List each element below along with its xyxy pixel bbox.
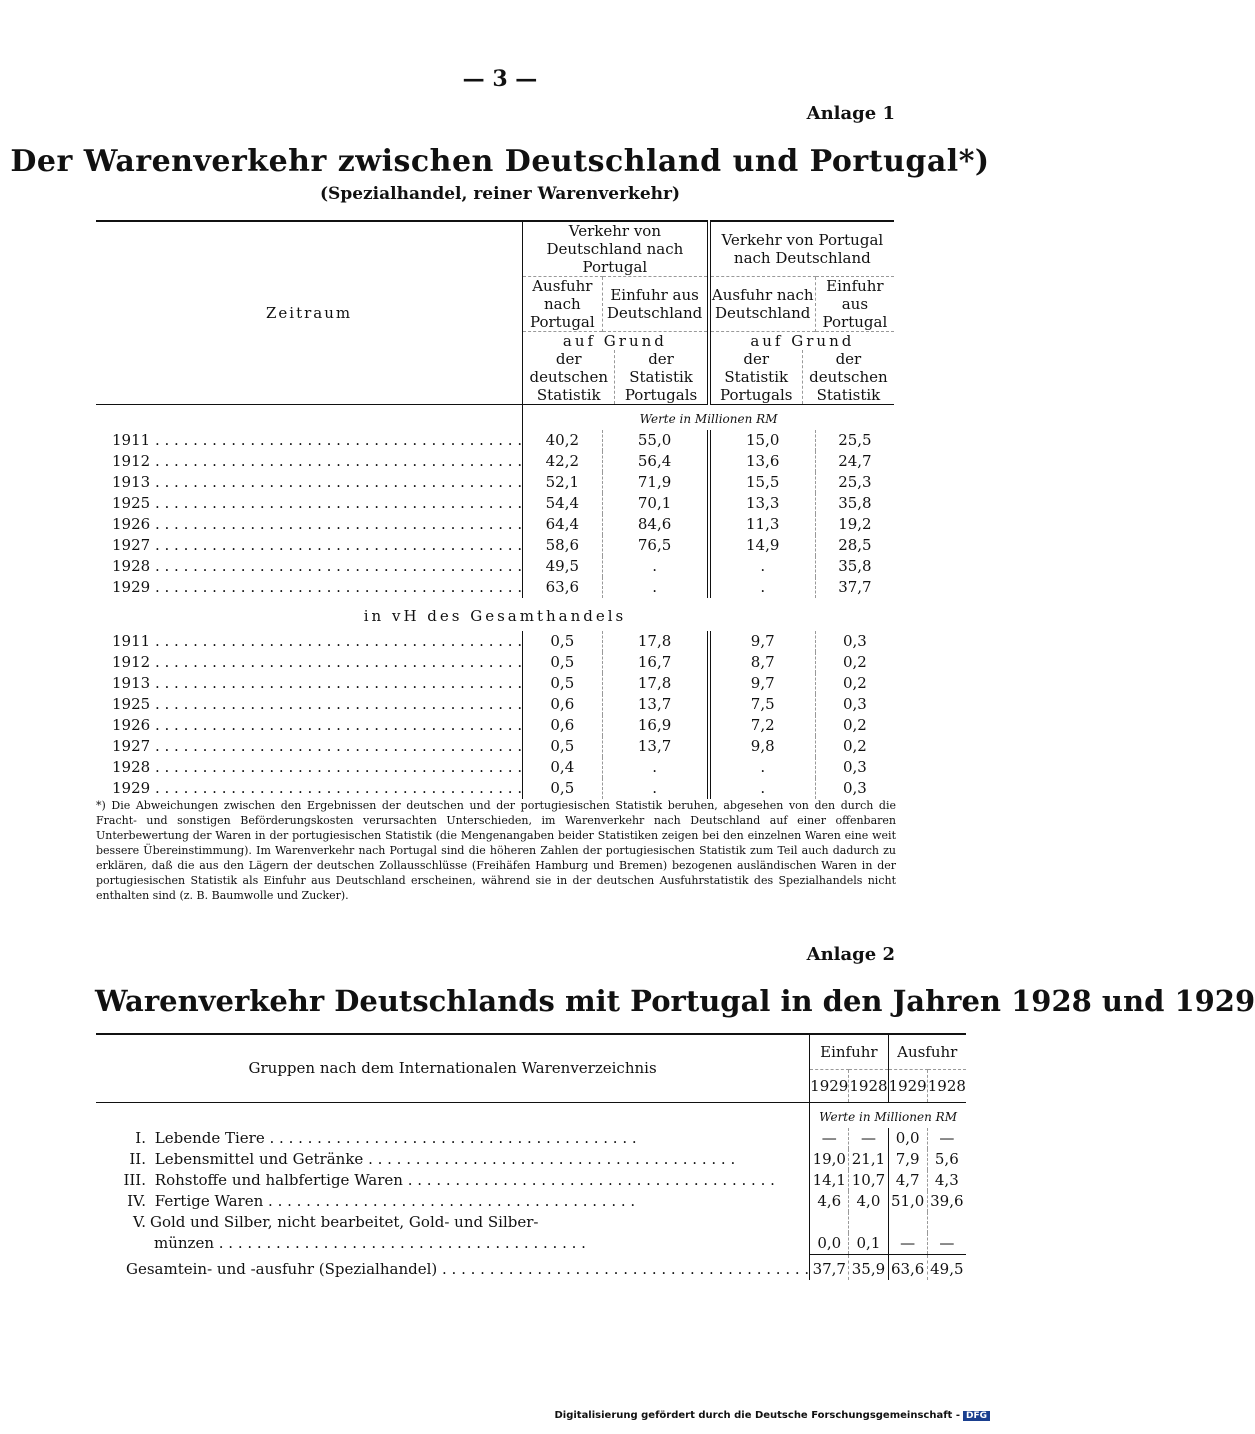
- percent-ausfuhr-de: 9,7: [709, 631, 816, 652]
- percent-year: [96, 631, 523, 652]
- anlage-1-subtitle: (Spezialhandel, reiner Warenverkehr): [320, 184, 680, 204]
- section-percent: in vH des Gesamthandels: [363, 607, 627, 625]
- stat-pt-left: der Statistik Portugals: [614, 350, 706, 404]
- value-einfuhr-pt: 19,2: [815, 514, 894, 535]
- value-einfuhr-pt: 25,5: [815, 430, 894, 451]
- percent-einfuhr-de: 16,9: [602, 715, 709, 736]
- percent-ausfuhr-de: 8,7: [709, 652, 816, 673]
- percent-einfuhr-pt: 0,2: [815, 715, 894, 736]
- year-label: 1926: [112, 716, 151, 734]
- footer-text: Digitalisierung gefördert durch die Deutsche Forschungsgemeinschaft -: [554, 1410, 960, 1421]
- percent-year: [96, 757, 523, 778]
- value-year: [96, 514, 523, 535]
- percent-ausfuhr-de: 7,5: [709, 694, 816, 715]
- percent-ausfuhr-pt: 0,4: [523, 757, 602, 778]
- table-row: [96, 556, 894, 577]
- table-row: [96, 1128, 966, 1149]
- percent-einfuhr-pt: 0,3: [815, 694, 894, 715]
- percent-year: [96, 715, 523, 736]
- percent-einfuhr-pt: 0,3: [815, 757, 894, 778]
- unit-label: Werte in Millionen RM: [523, 405, 894, 431]
- group-text: Lebensmittel und Getränke: [154, 1150, 364, 1168]
- header-einfuhr-deutschland: Einfuhr aus Deutschland: [602, 277, 709, 332]
- header-einfuhr-portugal: Einfuhr aus Portugal: [815, 277, 894, 332]
- value-year: [96, 430, 523, 451]
- year-label: 1925: [112, 494, 151, 512]
- percent-einfuhr-de: 13,7: [602, 694, 709, 715]
- value-ausfuhr-pt: 40,2: [523, 430, 602, 451]
- value-year: [96, 556, 523, 577]
- value-einfuhr-pt: 25,3: [815, 472, 894, 493]
- table-row: [96, 631, 894, 652]
- percent-ausfuhr-pt: 0,6: [523, 715, 602, 736]
- table-anlage-1: [96, 220, 894, 799]
- table-row: [96, 1191, 966, 1212]
- group-label: [96, 1149, 810, 1170]
- value-year: [96, 577, 523, 598]
- percent-einfuhr-de: 16,7: [602, 652, 709, 673]
- row-v-e28: 0,1: [849, 1233, 888, 1255]
- stat-de-left: der deutschen Statistik: [529, 350, 608, 404]
- row-v-e29: 0,0: [810, 1233, 849, 1255]
- value-ausfuhr-de: 15,5: [709, 472, 816, 493]
- table-row: [96, 673, 894, 694]
- group-label: [96, 1128, 810, 1149]
- header-ausfuhr: Ausfuhr: [888, 1034, 966, 1070]
- value-einfuhr-de: 70,1: [602, 493, 709, 514]
- percent-year: [96, 778, 523, 799]
- year-label: 1929: [112, 578, 151, 596]
- table-row: [96, 451, 894, 472]
- year-label: 1912: [112, 653, 151, 671]
- percent-einfuhr-de: 13,7: [602, 736, 709, 757]
- anlage-1-label: Anlage 1: [806, 103, 895, 124]
- table-row: [96, 535, 894, 556]
- value-einfuhr-pt: 35,8: [815, 556, 894, 577]
- percent-ausfuhr-de: 9,8: [709, 736, 816, 757]
- value-ausfuhr-pt: 42,2: [523, 451, 602, 472]
- footnote: *) Die Abweichungen zwischen den Ergebnissen der deutschen und der portugiesischen Statistik beruhen, abgesehen von den durch die Fracht- und sonstigen Beförderungskosten verursachten Unterschieden, im Warenverkehr nach Deutschland auf einer offenbaren Unterbewertung der Waren in der portugiesischen Statistik (die Mengenangaben beider Statistiken zeigen bei den einzelnen Waren eine weit bessere Übereinstimmung). Im Warenverkehr nach Portugal sind die höheren Zahlen der portugiesischen Statistik zum Teil auch dadurch zu erklären, daß die aus den Lägern der deutschen Zollausschlüsse (Freihäfen Hamburg und Bremen) bezogenen ausländischen Waren in der portugiesischen Statistik als Einfuhr aus Deutschland erscheinen, während sie in der deutschen Ausfuhrstatistik des Spezialhandels nicht enthalten sind (z. B. Baumwolle und Zucker).: [96, 799, 896, 902]
- anlage-2-label: Anlage 2: [806, 944, 895, 965]
- value-einfuhr-pt: 35,8: [815, 493, 894, 514]
- value-e28: 10,7: [849, 1170, 888, 1191]
- value-ausfuhr-pt: 58,6: [523, 535, 602, 556]
- table-row: [96, 514, 894, 535]
- table-row: [96, 472, 894, 493]
- stat-de-right: der deutschen Statistik: [802, 350, 894, 404]
- table-row: [96, 652, 894, 673]
- row-v-a29: —: [888, 1233, 927, 1255]
- table-row: [96, 778, 894, 799]
- value-year: [96, 493, 523, 514]
- table-row: [96, 577, 894, 598]
- row-v-label-2: [96, 1233, 810, 1255]
- percent-einfuhr-de: 17,8: [602, 673, 709, 694]
- header-auf-grund-right: [709, 332, 894, 405]
- value-ausfuhr-de: .: [709, 577, 816, 598]
- table-row: [96, 715, 894, 736]
- percent-einfuhr-pt: 0,2: [815, 673, 894, 694]
- value-einfuhr-pt: 37,7: [815, 577, 894, 598]
- header-auf-grund-left: [523, 332, 709, 405]
- value-ausfuhr-pt: 64,4: [523, 514, 602, 535]
- value-einfuhr-de: 71,9: [602, 472, 709, 493]
- value-ausfuhr-de: 13,6: [709, 451, 816, 472]
- year-label: 1928: [112, 557, 151, 575]
- header-einfuhr: Einfuhr: [810, 1034, 888, 1070]
- value-einfuhr-de: 56,4: [602, 451, 709, 472]
- year-label: 1913: [112, 674, 151, 692]
- value-ausfuhr-de: 14,9: [709, 535, 816, 556]
- value-einfuhr-de: 84,6: [602, 514, 709, 535]
- total-a28: 49,5: [927, 1255, 966, 1281]
- stat-pt-right: der Statistik Portugals: [720, 350, 793, 404]
- value-ausfuhr-de: 11,3: [709, 514, 816, 535]
- total-e29: 37,7: [810, 1255, 849, 1281]
- percent-ausfuhr-pt: 0,5: [523, 652, 602, 673]
- group-text: Rohstoffe und halbfertige Waren: [154, 1171, 403, 1189]
- auf-grund-label-left: auf Grund: [562, 332, 667, 350]
- percent-ausfuhr-pt: 0,5: [523, 778, 602, 799]
- group-label: [96, 1191, 810, 1212]
- total-a29: 63,6: [888, 1255, 927, 1281]
- value-einfuhr-de: .: [602, 577, 709, 598]
- year-label: 1929: [112, 779, 151, 797]
- value-e29: —: [810, 1128, 849, 1149]
- value-ausfuhr-pt: 63,6: [523, 577, 602, 598]
- year-label: 1926: [112, 515, 151, 533]
- unit-label-2: Werte in Millionen RM: [810, 1103, 966, 1129]
- value-e28: 21,1: [849, 1149, 888, 1170]
- year-label: 1912: [112, 452, 151, 470]
- percent-einfuhr-de: .: [602, 757, 709, 778]
- value-a28: 4,3: [927, 1170, 966, 1191]
- row-v-text-1: Gold und Silber, nicht bearbeitet, Gold- und Silber-: [150, 1213, 539, 1231]
- value-a28: —: [927, 1128, 966, 1149]
- year-label: 1913: [112, 473, 151, 491]
- value-a29: 4,7: [888, 1170, 927, 1191]
- year-label: 1928: [112, 758, 151, 776]
- percent-einfuhr-de: .: [602, 778, 709, 799]
- anlage-1-title: Der Warenverkehr zwischen Deutschland und Portugal*): [10, 144, 990, 179]
- value-a29: 51,0: [888, 1191, 927, 1212]
- value-einfuhr-de: .: [602, 556, 709, 577]
- value-e28: —: [849, 1128, 888, 1149]
- value-einfuhr-de: 76,5: [602, 535, 709, 556]
- value-e29: 14,1: [810, 1170, 849, 1191]
- value-e29: 19,0: [810, 1149, 849, 1170]
- value-a29: 7,9: [888, 1149, 927, 1170]
- header-einfuhr-1929: 1929: [810, 1070, 849, 1103]
- group-text: Fertige Waren: [154, 1192, 264, 1210]
- page-number: — 3 —: [462, 66, 538, 92]
- header-ausfuhr-1929: 1929: [888, 1070, 927, 1103]
- header-group-right: Verkehr von Portugal nach Deutschland: [709, 221, 894, 277]
- auf-grund-label-right: auf Grund: [750, 332, 855, 350]
- value-a29: 0,0: [888, 1128, 927, 1149]
- table-row: [96, 1170, 966, 1191]
- header-gruppen: Gruppen nach dem Internationalen Warenverzeichnis: [96, 1034, 810, 1103]
- row-v-text-2: münzen: [154, 1234, 214, 1253]
- year-label: 1927: [112, 536, 151, 554]
- footer: [554, 1410, 990, 1421]
- value-ausfuhr-de: 13,3: [709, 493, 816, 514]
- year-label: 1911: [112, 632, 151, 650]
- header-ausfuhr-deutschland: Ausfuhr nach Deutschland: [709, 277, 816, 332]
- percent-ausfuhr-de: 9,7: [709, 673, 816, 694]
- percent-year: [96, 736, 523, 757]
- group-number: IV.: [127, 1192, 146, 1210]
- value-ausfuhr-de: 15,0: [709, 430, 816, 451]
- table-row: [96, 1149, 966, 1170]
- header-ausfuhr-1928: 1928: [927, 1070, 966, 1103]
- year-label: 1925: [112, 695, 151, 713]
- value-ausfuhr-pt: 49,5: [523, 556, 602, 577]
- header-group-left: Verkehr von Deutschland nach Portugal: [523, 221, 709, 277]
- value-year: [96, 451, 523, 472]
- value-e29: 4,6: [810, 1191, 849, 1212]
- percent-ausfuhr-de: .: [709, 778, 816, 799]
- table-row: [96, 736, 894, 757]
- row-v-label-1: [96, 1212, 810, 1233]
- value-year: [96, 472, 523, 493]
- value-a28: 39,6: [927, 1191, 966, 1212]
- table-row: [96, 493, 894, 514]
- header-zeitraum: Zeitraum: [96, 221, 523, 405]
- table-anlage-2: [96, 1033, 966, 1280]
- dfg-logo: DFG: [963, 1411, 990, 1421]
- percent-einfuhr-pt: 0,3: [815, 631, 894, 652]
- table-row: [96, 757, 894, 778]
- percent-year: [96, 673, 523, 694]
- row-v-num: V.: [133, 1213, 146, 1231]
- total-text: Gesamtein- und -ausfuhr (Spezialhandel): [126, 1259, 438, 1278]
- table-row: [96, 430, 894, 451]
- value-ausfuhr-pt: 54,4: [523, 493, 602, 514]
- percent-ausfuhr-pt: 0,5: [523, 631, 602, 652]
- year-label: 1927: [112, 737, 151, 755]
- group-number: I.: [135, 1129, 146, 1147]
- header-ausfuhr-portugal: Ausfuhr nach Portugal: [523, 277, 602, 332]
- percent-year: [96, 652, 523, 673]
- percent-einfuhr-de: 17,8: [602, 631, 709, 652]
- percent-ausfuhr-pt: 0,5: [523, 736, 602, 757]
- group-label: [96, 1170, 810, 1191]
- value-einfuhr-pt: 24,7: [815, 451, 894, 472]
- percent-ausfuhr-de: 7,2: [709, 715, 816, 736]
- group-text: Lebende Tiere: [154, 1129, 265, 1147]
- value-ausfuhr-pt: 52,1: [523, 472, 602, 493]
- percent-ausfuhr-pt: 0,5: [523, 673, 602, 694]
- value-e28: 4,0: [849, 1191, 888, 1212]
- header-einfuhr-1928: 1928: [849, 1070, 888, 1103]
- group-number: III.: [123, 1171, 146, 1189]
- value-a28: 5,6: [927, 1149, 966, 1170]
- value-year: [96, 535, 523, 556]
- value-einfuhr-de: 55,0: [602, 430, 709, 451]
- percent-ausfuhr-de: .: [709, 757, 816, 778]
- percent-einfuhr-pt: 0,2: [815, 736, 894, 757]
- table-row: [96, 694, 894, 715]
- total-label: [96, 1255, 810, 1281]
- group-number: II.: [129, 1150, 146, 1168]
- row-v-a28: —: [927, 1233, 966, 1255]
- total-e28: 35,9: [849, 1255, 888, 1281]
- value-ausfuhr-de: .: [709, 556, 816, 577]
- year-label: 1911: [112, 431, 151, 449]
- percent-einfuhr-pt: 0,3: [815, 778, 894, 799]
- value-einfuhr-pt: 28,5: [815, 535, 894, 556]
- percent-einfuhr-pt: 0,2: [815, 652, 894, 673]
- percent-year: [96, 694, 523, 715]
- anlage-2-title: Warenverkehr Deutschlands mit Portugal in den Jahren 1928 und 1929: [95, 984, 1255, 1018]
- percent-ausfuhr-pt: 0,6: [523, 694, 602, 715]
